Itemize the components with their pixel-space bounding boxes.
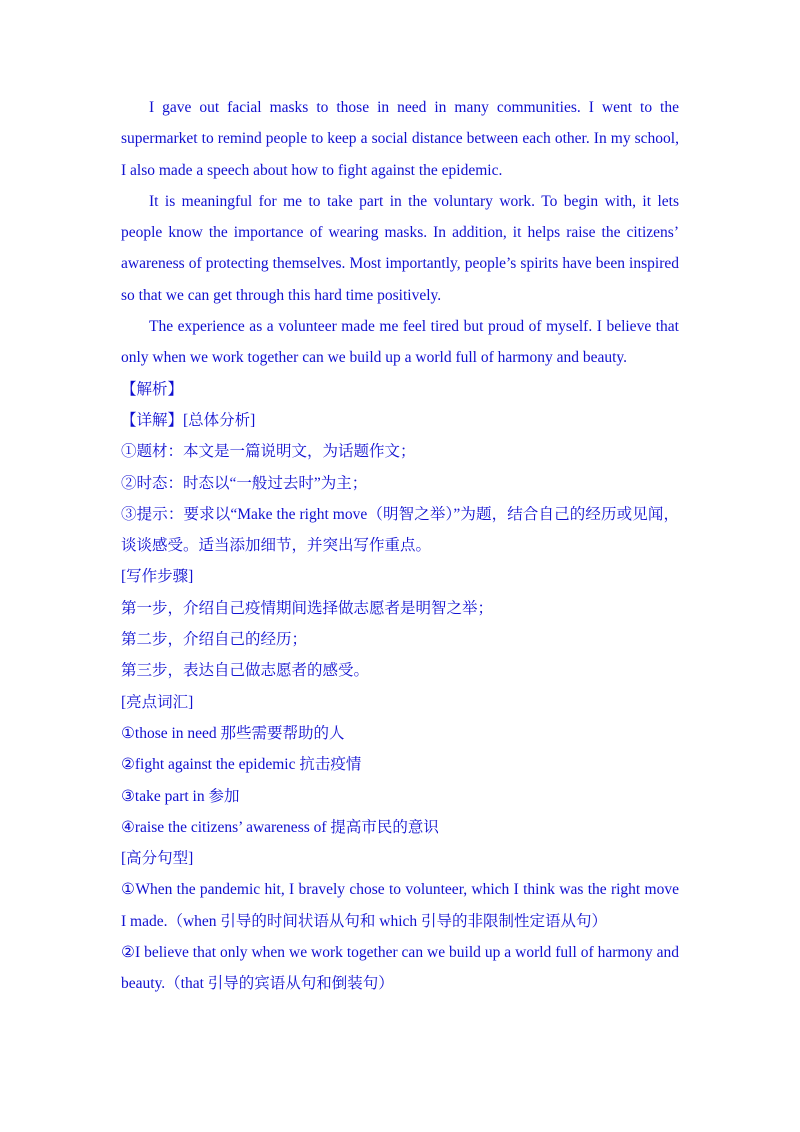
- steps-heading: [写作步骤]: [121, 568, 194, 586]
- analysis-point-3: ③提示：要求以“Make the right move（明智之举）”为题，结合自己的经历或见闻，谈谈感受。适当添加细节，并突出写作重点。: [121, 505, 679, 555]
- vocab-item-1: ①those in need 那些需要帮助的人: [121, 724, 345, 742]
- analysis-point-2: ②时态：时态以“一般过去时”为主；: [121, 474, 368, 492]
- essay-paragraph-1: I gave out facial masks to those in need in many communities. I went to the supermarket to remind people to keep a social distance between each other. In my school, I also made a speech about how to fight against the epidemic.: [121, 99, 679, 179]
- detail-heading: 【详解】[总体分析]: [121, 411, 256, 429]
- vocab-item-2: ②fight against the epidemic 抗击疫情: [121, 756, 362, 774]
- essay-paragraph-2: It is meaningful for me to take part in the voluntary work. To begin with, it lets people know the importance of wearing masks. In addition, it helps raise the citizens’ awareness of protecting themselves. Most importantly, people’s spirits have been inspired so that we can get through this hard time positively.: [121, 192, 679, 304]
- vocab-item-3: ③take part in 参加: [121, 787, 240, 805]
- sentence-pattern-2: ②I believe that only when we work together can we build up a world full of harmony and beauty.（that 引导的宾语从句和倒装句）: [121, 944, 679, 993]
- step-3: 第三步，表达自己做志愿者的感受。: [121, 662, 370, 680]
- vocab-heading: [亮点词汇]: [121, 693, 194, 711]
- document-content: [121, 92, 679, 1000]
- analysis-point-1: ①题材：本文是一篇说明文，为话题作文；: [121, 443, 416, 461]
- sentence-pattern-1: ①When the pandemic hit, I bravely chose to volunteer, which I think was the right move I made.（when 引导的时间状语从句和 which 引导的非限制性定语从句）: [121, 881, 679, 930]
- essay-paragraph-3: The experience as a volunteer made me feel tired but proud of myself. I believe that only when we work together can we build up a world full of harmony and beauty.: [121, 318, 679, 367]
- step-2: 第二步，介绍自己的经历；: [121, 631, 308, 649]
- sentences-heading: [高分句型]: [121, 850, 194, 868]
- step-1: 第一步，介绍自己疫情期间选择做志愿者是明智之举；: [121, 599, 494, 617]
- analysis-heading: 【解析】: [121, 380, 184, 398]
- vocab-item-4: ④raise the citizens’ awareness of 提高市民的意识: [121, 818, 439, 836]
